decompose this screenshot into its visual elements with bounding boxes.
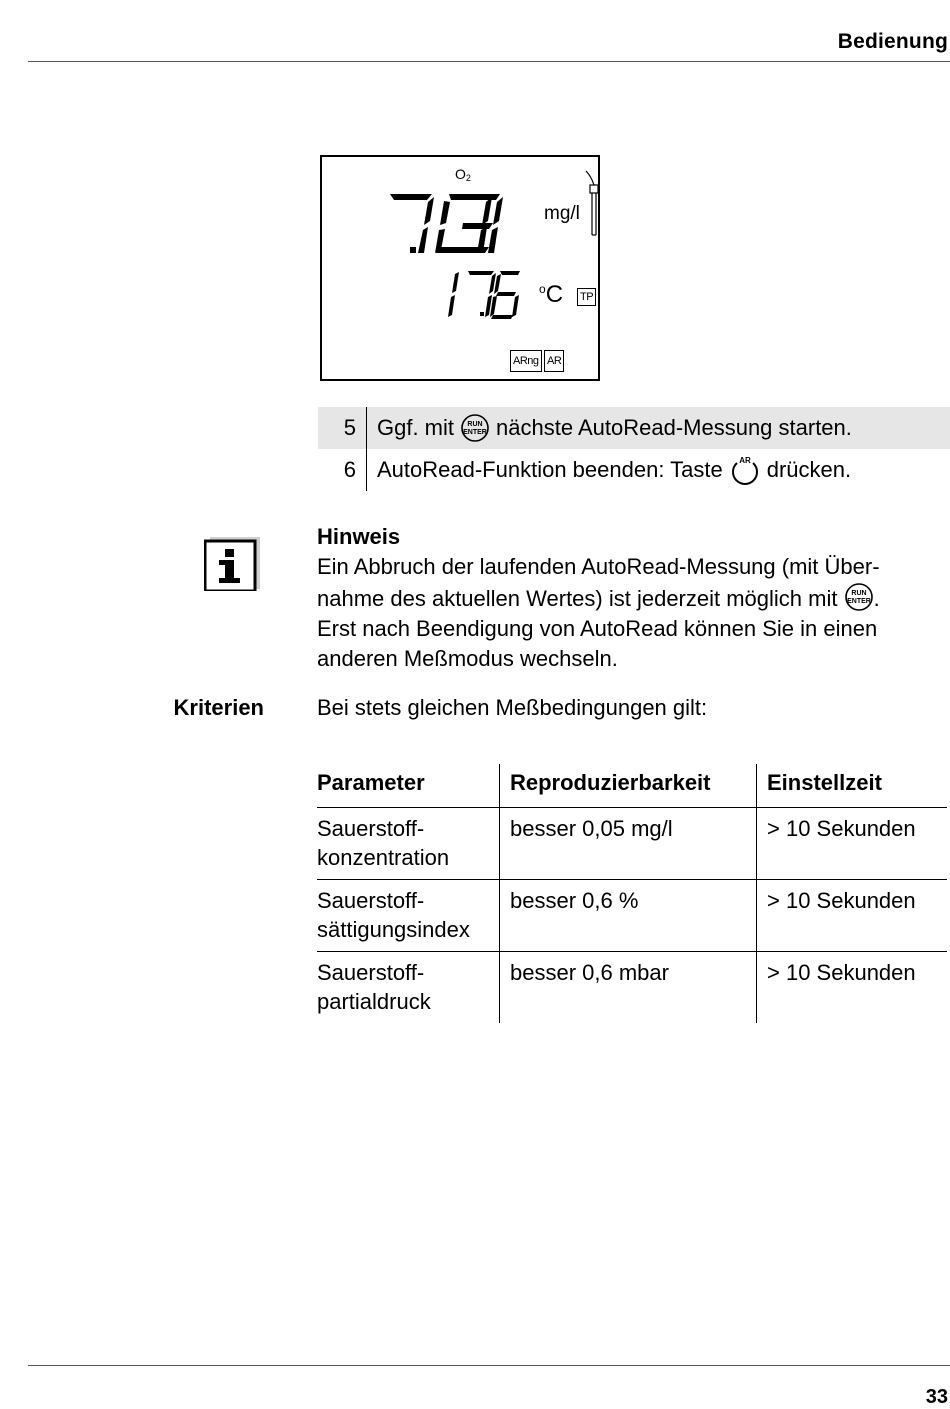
note-line: Erst nach Beendigung von AutoRead können Sie in einen: [317, 616, 878, 641]
criteria-table: [317, 764, 947, 1023]
svg-text:RUN: RUN: [851, 590, 867, 597]
probe-icon: [586, 171, 598, 235]
unit-label: mg/l: [544, 203, 580, 224]
column-header-parameter: Parameter: [317, 770, 425, 795]
ar-indicator: AR: [544, 350, 564, 372]
column-header-reproducibility: Reproduzierbarkeit: [500, 764, 757, 808]
response-time-cell: > 10 Sekunden: [757, 808, 948, 880]
column-header-response-time: Einstellzeit: [757, 764, 948, 808]
page-header-title: Bedienung: [837, 30, 948, 53]
note-title: Hinweis: [317, 524, 401, 549]
footer-rule: [28, 1365, 950, 1366]
page-number: 33: [925, 1386, 948, 1408]
note-line: anderen Meßmodus wechseln.: [317, 646, 618, 671]
criteria-intro: Bei stets gleichen Meßbedingungen gilt:: [317, 695, 708, 720]
temp-decimal-point: [480, 312, 484, 316]
run-enter-key-icon: [460, 413, 490, 443]
temp-digit-1: [448, 272, 459, 317]
reproducibility-cell: besser 0,6 mbar: [500, 952, 757, 1024]
run-enter-key-icon: [844, 582, 874, 612]
parameter-cell: Sauerstoff- partialdruck: [317, 952, 500, 1024]
arng-indicator: ARng: [510, 350, 542, 372]
svg-text:ENTER: ENTER: [846, 598, 871, 605]
svg-text:AR: AR: [738, 456, 751, 465]
response-time-cell: > 10 Sekunden: [757, 880, 948, 952]
parameter-cell: Sauerstoff- sättigungsindex: [317, 880, 500, 952]
tp-indicator: TP: [577, 288, 596, 306]
table-row: [317, 880, 947, 952]
reproducibility-cell: besser 0,6 %: [500, 880, 757, 952]
step-row: [318, 407, 950, 449]
table-row: [317, 952, 947, 1024]
note-line: Ein Abbruch der laufenden AutoRead-Messung (mit Über-: [317, 554, 880, 579]
ar-key-icon: [729, 454, 761, 486]
parameter-cell: Sauerstoff- konzentration: [317, 808, 500, 880]
steps-table: [318, 407, 950, 491]
reproducibility-cell: besser 0,05 mg/l: [500, 808, 757, 880]
o2-indicator: $O_2$: [455, 166, 471, 183]
step-text: [367, 454, 851, 486]
criteria-label: Kriterien: [173, 695, 264, 720]
meter-display: [320, 155, 600, 381]
info-icon: [204, 535, 260, 591]
step-number: 5: [318, 407, 367, 449]
table-header-row: [317, 764, 947, 808]
digit-3-main: [449, 194, 503, 253]
digit-7: [390, 194, 434, 253]
response-time-cell: > 10 Sekunden: [757, 952, 948, 1024]
step-text-before: AutoRead-Funktion beenden: Taste: [377, 457, 723, 482]
step-text: [367, 413, 852, 443]
step-row: [318, 449, 950, 491]
decimal-point: [410, 247, 416, 253]
svg-text:RUN: RUN: [467, 421, 483, 428]
step-number: 6: [318, 449, 367, 491]
temperature-unit: $^o$C: [539, 281, 564, 308]
step-text-after: drücken.: [766, 457, 852, 482]
step-text-before: Ggf. mit: [377, 415, 455, 440]
svg-text:ENTER: ENTER: [463, 429, 487, 436]
header-rule: [28, 61, 950, 62]
table-row: [317, 808, 947, 880]
note-section: [317, 522, 942, 674]
note-line: nahme des aktuellen Wertes) ist jederzeit möglich mit RUN ENTER .: [317, 582, 942, 614]
step-text-after: nächste AutoRead-Messung starten.: [496, 415, 852, 440]
